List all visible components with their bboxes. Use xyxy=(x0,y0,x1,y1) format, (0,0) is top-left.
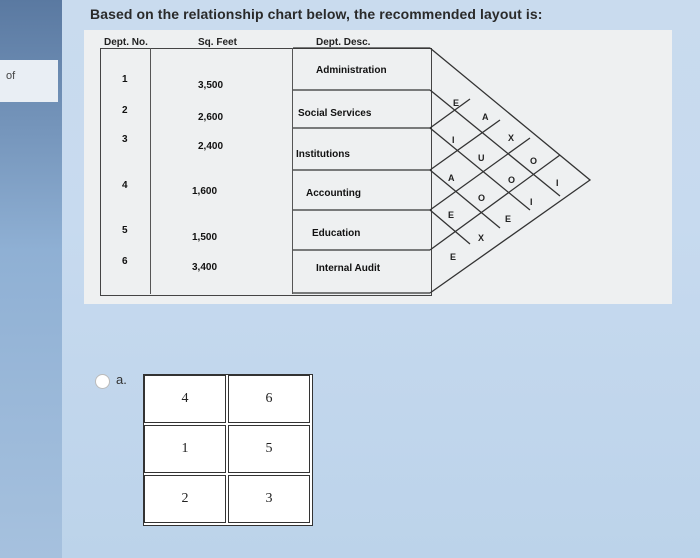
rel-1-5: O xyxy=(530,156,538,166)
rel-1-3: A xyxy=(482,112,489,122)
grid-cell: 5 xyxy=(228,425,310,473)
grid-cell: 6 xyxy=(228,375,310,423)
header-dept-desc: Dept. Desc. xyxy=(316,37,371,48)
rel-1-6: I xyxy=(556,178,559,188)
option-a-label: a. xyxy=(116,372,127,387)
row-4-desc: Accounting xyxy=(306,188,361,199)
row-6-desc: Internal Audit xyxy=(316,263,381,274)
row-1-no: 1 xyxy=(122,74,128,85)
row-6-sqft: 3,400 xyxy=(192,262,218,273)
rel-4-6: X xyxy=(478,233,485,243)
rel-1-2: E xyxy=(453,98,460,108)
row-4-no: 4 xyxy=(122,180,128,191)
rel-2-3: I xyxy=(452,135,455,145)
row-1-desc: Administration xyxy=(316,65,387,76)
row-3-sqft: 2,400 xyxy=(198,141,224,152)
header-dept-no: Dept. No. xyxy=(104,37,148,48)
header-sq-feet: Sq. Feet xyxy=(198,37,237,48)
row-5-desc: Education xyxy=(312,228,361,239)
row-3-desc: Institutions xyxy=(296,149,350,160)
row-2-no: 2 xyxy=(122,105,128,116)
rel-1-4: X xyxy=(508,133,515,143)
rel-2-5: O xyxy=(508,175,516,185)
row-2-desc: Social Services xyxy=(298,108,372,119)
question-text: Based on the relationship chart below, the recommended layout is: xyxy=(90,6,543,22)
rel-2-4: U xyxy=(478,153,485,163)
matrix-line xyxy=(430,155,560,250)
row-5-no: 5 xyxy=(122,225,128,236)
margin-label: of xyxy=(6,70,16,82)
rel-2-6: I xyxy=(530,197,533,207)
rel-3-6: E xyxy=(505,214,512,224)
row-6-no: 6 xyxy=(122,256,128,267)
grid-cell: 3 xyxy=(228,475,310,523)
layout-grid xyxy=(143,374,313,526)
rel-5-6: E xyxy=(450,252,457,262)
rel-4-5: E xyxy=(448,210,455,220)
row-4-sqft: 1,600 xyxy=(192,186,218,197)
grid-cell: 1 xyxy=(144,425,226,473)
rel-3-5: O xyxy=(478,193,486,203)
row-2-sqft: 2,600 xyxy=(198,112,224,123)
row-3-no: 3 xyxy=(122,134,128,145)
matrix-line xyxy=(430,99,470,128)
rel-3-4: A xyxy=(448,173,455,183)
grid-cell: 2 xyxy=(144,475,226,523)
grid-cell: 4 xyxy=(144,375,226,423)
matrix-line xyxy=(430,120,500,170)
option-a-radio[interactable] xyxy=(95,374,110,389)
row-5-sqft: 1,500 xyxy=(192,232,218,243)
row-1-sqft: 3,500 xyxy=(198,80,224,91)
